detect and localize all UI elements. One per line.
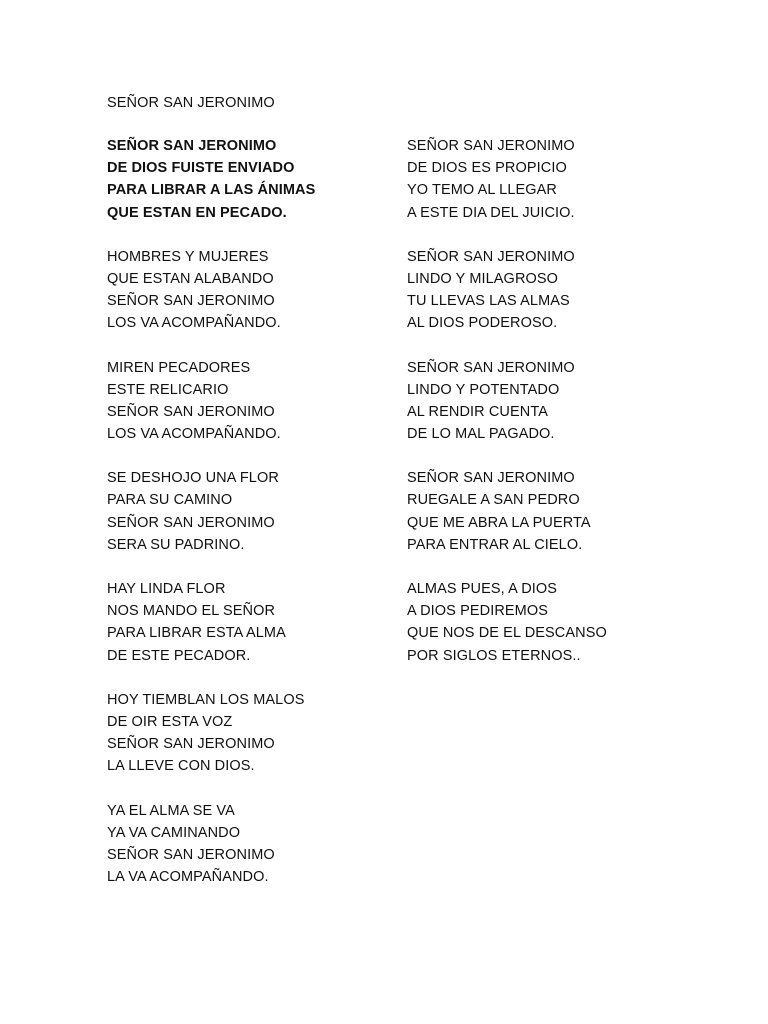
verse-line: SEÑOR SAN JERONIMO bbox=[407, 138, 575, 154]
verse-line: ALMAS PUES, A DIOS bbox=[407, 581, 558, 597]
left-column bbox=[107, 135, 315, 910]
verse-line: QUE ESTAN EN PECADO. bbox=[107, 204, 287, 221]
verse-line: SEÑOR SAN JERONIMO bbox=[407, 359, 575, 376]
verse-line: LA VA ACOMPAÑANDO. bbox=[107, 869, 269, 886]
verse-line: PARA ENTRAR AL CIELO. bbox=[407, 536, 583, 553]
document-title: SEÑOR SAN JERONIMO bbox=[107, 95, 275, 111]
right-column bbox=[407, 135, 607, 689]
stanza bbox=[107, 578, 315, 667]
verse-line: SEÑOR SAN JERONIMO bbox=[107, 138, 277, 154]
verse-line: RUEGALE A SAN PEDRO bbox=[407, 492, 580, 509]
verse-line: HOMBRES Y MUJERES bbox=[107, 248, 269, 265]
verse-line: ESTE RELICARIO bbox=[107, 381, 229, 398]
verse-line: SE DESHOJO UNA FLOR bbox=[107, 470, 279, 487]
verse-line: LOS VA ACOMPAÑANDO. bbox=[107, 426, 281, 443]
verse-line: A DIOS PEDIREMOS bbox=[407, 603, 548, 620]
verse-line: QUE ME ABRA LA PUERTA bbox=[407, 514, 591, 531]
verse-line: HOY TIEMBLAN LOS MALOS bbox=[107, 691, 305, 708]
stanza bbox=[107, 689, 315, 778]
verse-line: HAY LINDA FLOR bbox=[107, 581, 226, 597]
verse-line: QUE NOS DE EL DESCANSO bbox=[407, 625, 607, 642]
verse-line: A ESTE DIA DEL JUICIO. bbox=[407, 204, 575, 221]
verse-line: LA LLEVE CON DIOS. bbox=[107, 758, 255, 775]
stanza bbox=[107, 800, 315, 889]
verse-line: QUE ESTAN ALABANDO bbox=[107, 270, 274, 287]
verse-line: AL RENDIR CUENTA bbox=[407, 403, 548, 420]
verse-line: SEÑOR SAN JERONIMO bbox=[407, 248, 575, 265]
stanza bbox=[107, 357, 315, 446]
verse-line: SEÑOR SAN JERONIMO bbox=[107, 293, 275, 310]
verse-line: LOS VA ACOMPAÑANDO. bbox=[107, 315, 281, 332]
verse-line: TU LLEVAS LAS ALMAS bbox=[407, 293, 570, 310]
verse-line: LINDO Y MILAGROSO bbox=[407, 270, 559, 287]
verse-line: PARA SU CAMINO bbox=[107, 492, 233, 509]
stanza bbox=[407, 467, 607, 556]
stanza bbox=[407, 357, 607, 446]
verse-line: SEÑOR SAN JERONIMO bbox=[407, 470, 575, 487]
verse-line: MIREN PECADORES bbox=[107, 359, 251, 376]
verse-line: YO TEMO AL LLEGAR bbox=[407, 182, 557, 199]
verse-line: PARA LIBRAR A LAS ÁNIMAS bbox=[107, 182, 316, 199]
stanza bbox=[407, 246, 607, 335]
stanza bbox=[407, 135, 607, 224]
verse-line: SEÑOR SAN JERONIMO bbox=[107, 514, 275, 531]
stanza bbox=[407, 578, 607, 667]
verse-line: PARA LIBRAR ESTA ALMA bbox=[107, 625, 286, 642]
verse-line: LINDO Y POTENTADO bbox=[407, 381, 560, 398]
stanza bbox=[107, 246, 315, 335]
verse-line: DE DIOS ES PROPICIO bbox=[407, 160, 567, 177]
verse-line: DE LO MAL PAGADO. bbox=[407, 426, 555, 443]
verse-line: SEÑOR SAN JERONIMO bbox=[107, 846, 275, 863]
verse-line: SERA SU PADRINO. bbox=[107, 536, 245, 553]
verse-line: YA VA CAMINANDO bbox=[107, 824, 241, 841]
verse-line: SEÑOR SAN JERONIMO bbox=[107, 736, 275, 753]
verse-line: AL DIOS PODEROSO. bbox=[407, 315, 558, 332]
verse-line: DE OIR ESTA VOZ bbox=[107, 713, 233, 730]
stanza bbox=[107, 467, 315, 556]
verse-line: YA EL ALMA SE VA bbox=[107, 802, 235, 819]
verse-line: DE ESTE PECADOR. bbox=[107, 647, 251, 664]
verse-line: POR SIGLOS ETERNOS.. bbox=[407, 647, 581, 664]
stanza bbox=[107, 135, 315, 224]
verse-line: SEÑOR SAN JERONIMO bbox=[107, 403, 275, 420]
verse-line: DE DIOS FUISTE ENVIADO bbox=[107, 160, 295, 177]
verse-line: NOS MANDO EL SEÑOR bbox=[107, 603, 276, 620]
